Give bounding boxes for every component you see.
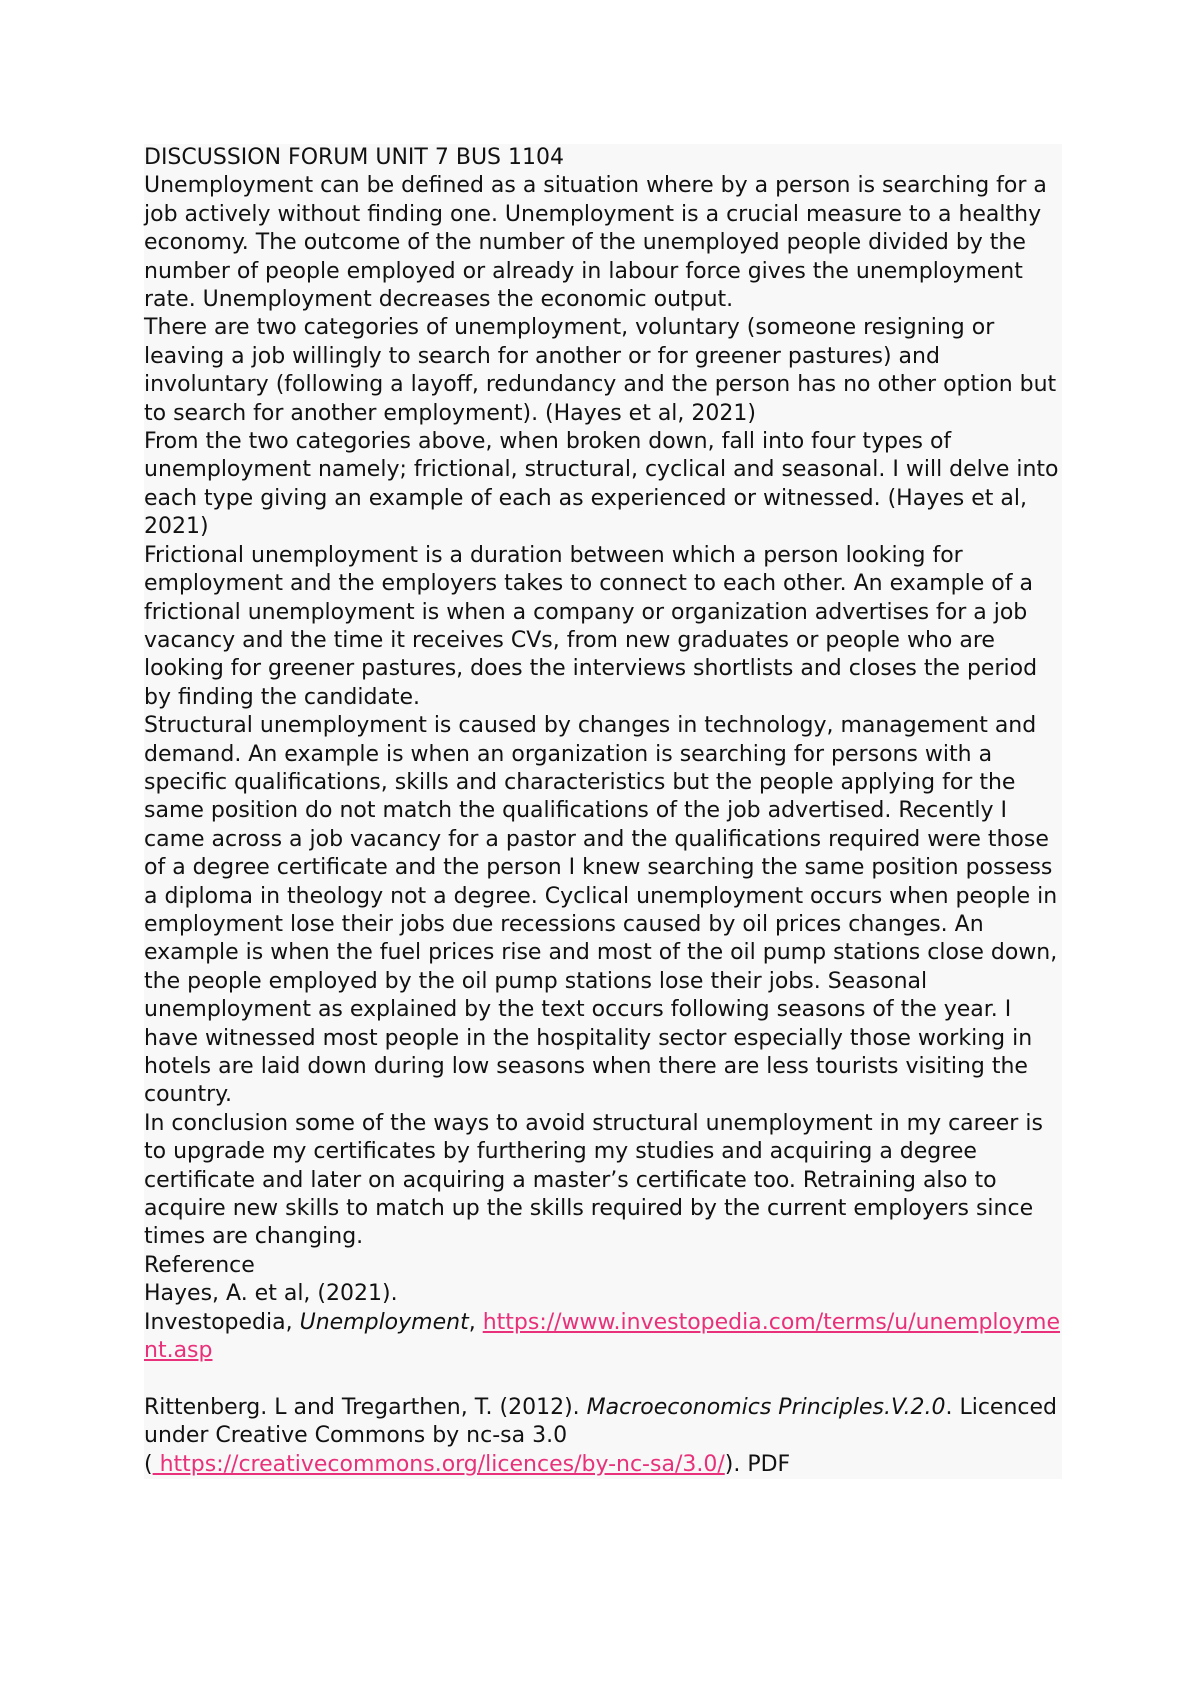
paragraph-definition: Unemployment can be defined as a situation where by a person is searching for a job actively without finding one. Unemployment is a crucial measure to a healthy economy. The outcome of the number of the unemployed people divided by the number of people employed or already in labour force gives the unemployment rate. Unemployment decreases the economic output. [144, 173, 1047, 313]
reference-investopedia [144, 1309, 1062, 1366]
reference-rittenberg-close: ). PDF [724, 1451, 791, 1477]
paragraph-categories: There are two categories of unemployment, voluntary (someone resigning or leaving a job willingly to search for another or for greener pastures) and involuntary (following a layoff, redundancy and the person has no other option but to search for another employment). (Hayes et al, 2021) [144, 315, 1057, 426]
reference-rittenberg-title: Macroeconomics Principles.V.2.0 [586, 1394, 946, 1420]
reference-heading: Reference [144, 1252, 255, 1278]
document-body [144, 144, 1062, 1479]
reference-hayes-line: Hayes, A. et al, (2021). [144, 1281, 398, 1307]
reference-rittenberg-prefix: Rittenberg. L and Tregarthen, T. (2012). [144, 1394, 587, 1420]
paragraph-frictional: Frictional unemployment is a duration between which a person looking for employment and the employers takes to connect to each other. An example of a frictional unemployment is when a company or organization advertises for a job vacancy and the time it receives CVs, from new graduates or people who are looking for greener pastures, does the interviews shortlists and closes the period by finding the candidate. [144, 542, 1038, 710]
reference-rittenberg [144, 1394, 1062, 1479]
reference-investopedia-title: Unemployment [299, 1309, 469, 1335]
blank-line [144, 1365, 1062, 1393]
reference-rittenberg-open: ( [144, 1451, 153, 1477]
paragraph-types: From the two categories above, when broken down, fall into four types of unemployment namely; frictional, structural, cyclical and seasonal. I will delve into each type giving an example of each as experienced or witnessed. (Hayes et al, 2021) [144, 429, 1059, 540]
creativecommons-link[interactable]: https://creativecommons.org/licences/by-nc-sa/3.0/ [152, 1451, 725, 1477]
reference-rittenberg-suffix: . Licenced under Creative Commons by nc-sa 3.0 [144, 1394, 1057, 1449]
paragraph-conclusion: In conclusion some of the ways to avoid structural unemployment in my career is to upgrade my certificates by furthering my studies and acquiring a degree certificate and later on acquiring a master’s certificate too. Retraining also to acquire new skills to match up the skills required by the current employers since times are changing. [144, 1110, 1043, 1250]
document-title: DISCUSSION FORUM UNIT 7 BUS 1104 [144, 145, 564, 170]
reference-investopedia-prefix: Investopedia, [144, 1309, 300, 1335]
investopedia-link[interactable]: https://www.investopedia.com/terms/u/unemployment.asp [144, 1309, 1060, 1364]
reference-investopedia-sep: , [468, 1309, 483, 1335]
paragraph-structural-cyclical-seasonal: Structural unemployment is caused by changes in technology, management and demand. An example is when an organization is searching for persons with a specific qualifications, skills and characteristics but the people applying for the same position do not match the qualifications of the job advertised. Recently I came across a job vacancy for a pastor and the qualifications required were those of a degree certificate and the person I knew searching the same position possess a diploma in theology not a degree. Cyclical unemployment occurs when people in employment lose their jobs due recessions caused by oil prices changes. An example is when the fuel prices rise and most of the oil pump stations close down, the people employed by the oil pump stations lose their jobs. Seasonal unemployment as explained by the text occurs following seasons of the year. I have witnessed most people in the hospitality sector especially those working in hotels are laid down during low seasons when there are less tourists visiting the country. [144, 713, 1058, 1108]
